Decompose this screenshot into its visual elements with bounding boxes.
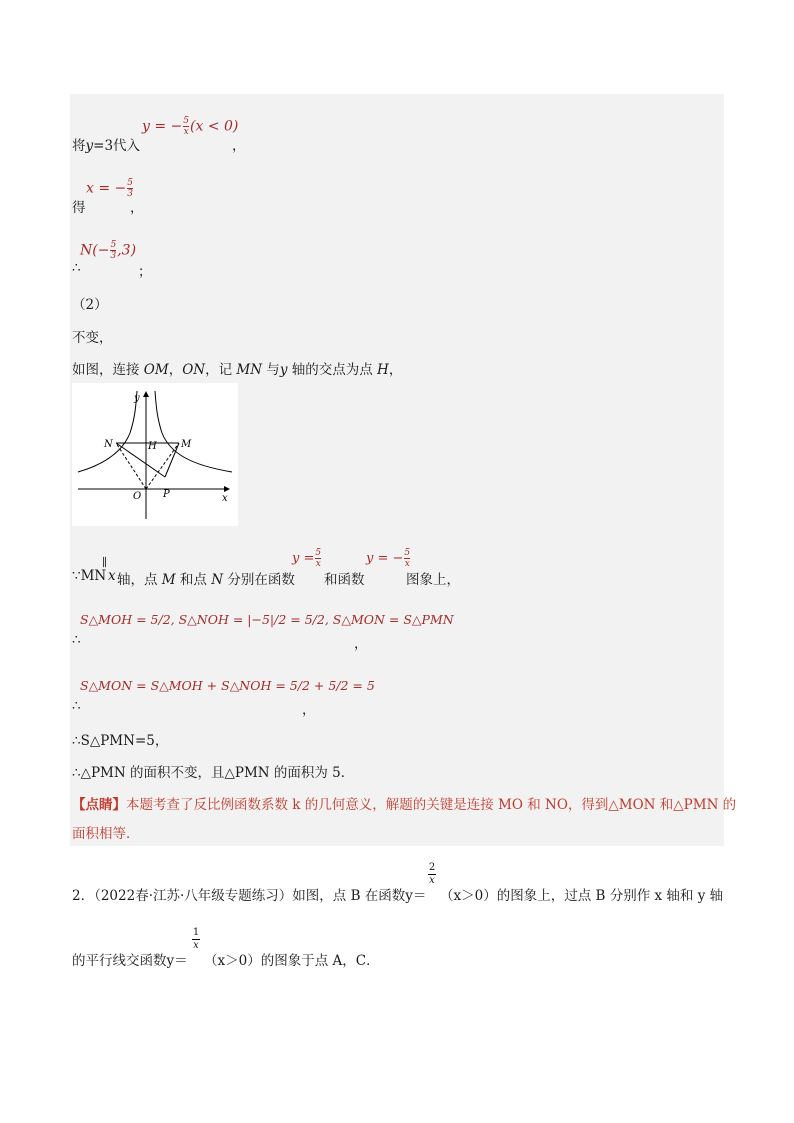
label-M: M [181,439,192,450]
segment-NP [116,443,165,477]
label-P: P [163,489,170,500]
formula-y-neg5-over-x-2: y = − $\frac{5}{x}$ [366,548,411,569]
formula-areas: S△MOH = 5/2, S△NOH = |−5|/2 = 5/2, S△MON = S△PMN [80,612,454,627]
segment-ON [116,443,146,489]
formula-area-sum: S△MON = S△MOH + S△NOH = 5/2 + 5/2 = 5 [80,678,375,693]
formula-y-5-over-x: y = $\frac{5}{x}$ [292,548,322,569]
y-axis-arrow [143,391,149,397]
formula-y-neg5-over-x: y = − $\frac{5}{x}$ (x < 0) [142,116,239,137]
unchanged-text: 不变， [72,330,113,346]
conclusion-line: ∴△PMN 的面积不变，且△PMN 的面积为 5． [72,765,355,781]
geometry-figure [72,383,238,526]
label-H: H [148,441,157,452]
fraction-1-over-x: 1 x [192,927,200,951]
x-axis-arrow [224,486,230,492]
formula-x-value: x = − $\frac{5}{3}$ [86,178,133,199]
formula-point-N: N(− $\frac{5}{3}$ ,3) [80,240,137,261]
label-N: N [104,439,113,450]
spmn-line: ∴S△PMN=5， [72,733,169,749]
dianjing-line-2: 面积相等． [72,826,140,842]
part-2-label: （2） [72,297,108,313]
left-hyperbola-branch [78,391,137,472]
dianjing-line-1: 【点睛】本题考查了反比例函数系数 k 的几何意义，解题的关键是连接 MO 和 NO，得到△MON 和△PMN 的 [72,797,737,813]
fraction-2-over-x: 2 x [428,862,436,886]
label-O: O [133,491,142,502]
label-y: y [134,393,140,404]
label-x: x [222,493,228,504]
connect-line: 如图，连接 OM，ON，记 MN 与y 轴的交点为点 H， [72,362,403,378]
hyperbola-diagram [72,383,238,526]
